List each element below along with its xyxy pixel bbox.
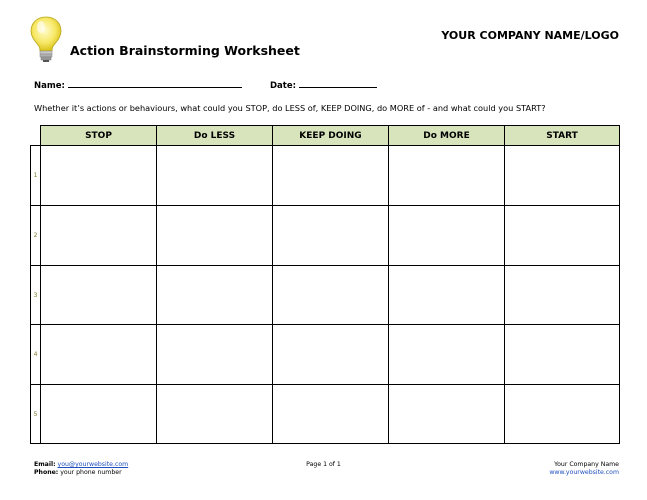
footer-company-name: Your Company Name <box>554 461 619 468</box>
row-number: 5 <box>30 384 41 444</box>
table-cell[interactable] <box>40 205 157 266</box>
website-link[interactable]: www.yourwebsite.com <box>549 469 619 476</box>
table-cell[interactable] <box>272 265 389 325</box>
row-number: 3 <box>30 265 41 325</box>
date-line[interactable] <box>299 78 377 88</box>
table-cell[interactable] <box>504 265 620 325</box>
brainstorm-table <box>30 125 620 444</box>
table-cell[interactable] <box>388 145 505 206</box>
table-cell[interactable] <box>156 205 273 266</box>
date-label: Date: <box>270 81 297 91</box>
column-header-do-less: Do LESS <box>156 125 273 146</box>
column-header-stop: STOP <box>40 125 157 146</box>
page-number: Page 1 of 1 <box>306 461 341 468</box>
table-cell[interactable] <box>388 324 505 385</box>
email-link[interactable]: you@yourwebsite.com <box>57 461 129 468</box>
table-cell[interactable] <box>156 265 273 325</box>
instruction-text: Whether it’s actions or behaviours, what could you STOP, do LESS of, KEEP DOING, do MORE of - and what could you START? <box>34 103 546 113</box>
table-cell[interactable] <box>40 324 157 385</box>
column-header-keep-doing: KEEP DOING <box>272 125 389 146</box>
table-cell[interactable] <box>272 384 389 444</box>
table-cell[interactable] <box>272 205 389 266</box>
table-cell[interactable] <box>388 265 505 325</box>
column-header-do-more: Do MORE <box>388 125 505 146</box>
table-cell[interactable] <box>272 145 389 206</box>
name-field[interactable] <box>34 78 242 91</box>
table-cell[interactable] <box>504 145 620 206</box>
table-cell[interactable] <box>40 145 157 206</box>
column-header-start: START <box>504 125 620 146</box>
table-cell[interactable] <box>156 145 273 206</box>
table-cell[interactable] <box>388 205 505 266</box>
table-cell[interactable] <box>504 324 620 385</box>
name-label: Name: <box>34 81 65 91</box>
table-cell[interactable] <box>504 205 620 266</box>
phone-number: your phone number <box>60 469 122 476</box>
company-logo-text: YOUR COMPANY NAME/LOGO <box>441 29 619 42</box>
table-cell[interactable] <box>156 324 273 385</box>
date-field[interactable] <box>270 78 377 91</box>
row-number: 4 <box>30 324 41 385</box>
table-cell[interactable] <box>40 265 157 325</box>
table-cell[interactable] <box>156 384 273 444</box>
table-cell[interactable] <box>40 384 157 444</box>
page-title: Action Brainstorming Worksheet <box>70 43 300 58</box>
lightbulb-icon <box>28 15 64 63</box>
row-number: 1 <box>30 145 41 206</box>
phone-label: Phone: <box>34 469 59 476</box>
table-cell[interactable] <box>272 324 389 385</box>
row-number: 2 <box>30 205 41 266</box>
table-cell[interactable] <box>504 384 620 444</box>
name-line[interactable] <box>68 78 242 88</box>
footer-company <box>549 461 619 477</box>
table-cell[interactable] <box>388 384 505 444</box>
email-label: Email: <box>34 461 56 468</box>
